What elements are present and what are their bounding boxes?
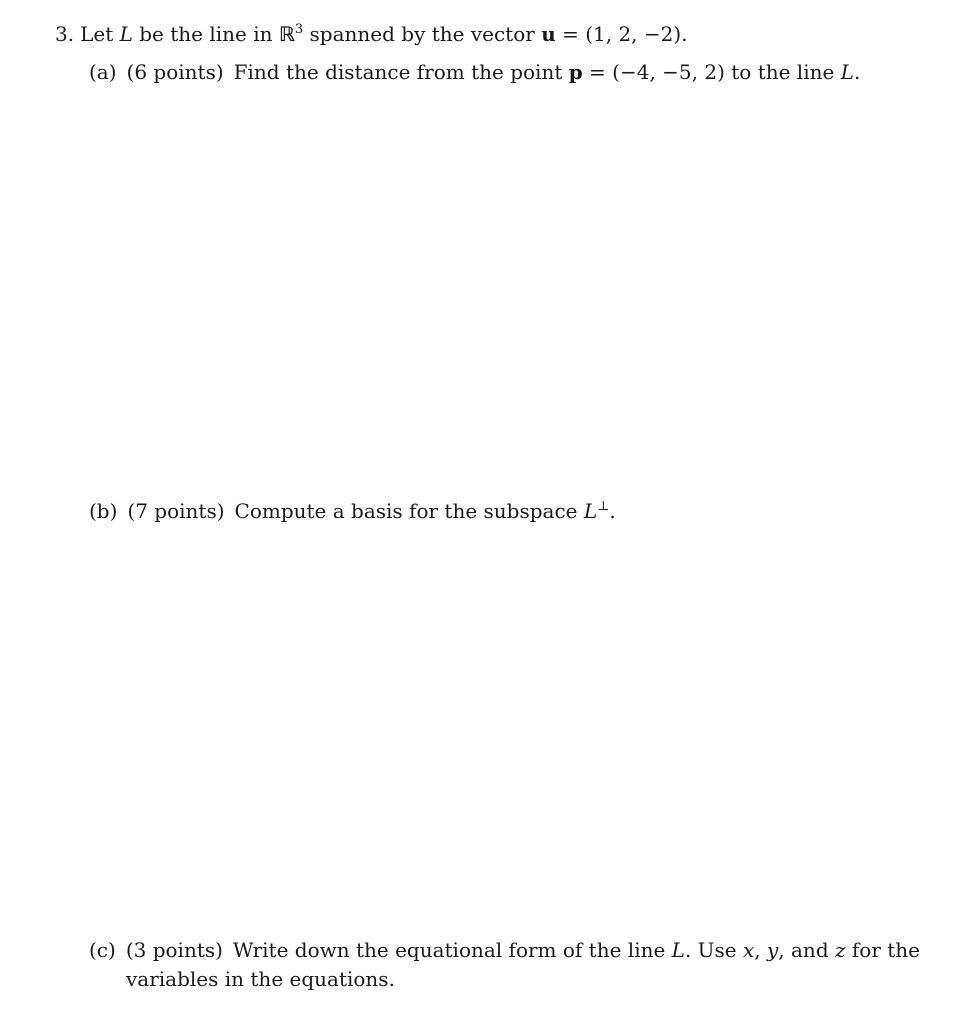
part-a-line-symbol-L: L [840, 60, 854, 84]
perp-symbol: ⊥ [597, 499, 610, 514]
part-a [89, 60, 860, 84]
real-numbers-symbol: ℝ [278, 22, 295, 46]
part-a-label: (a) [89, 60, 117, 84]
part-b-points: (7 points) [127, 499, 225, 523]
part-c-points: (3 points) [125, 938, 223, 962]
part-b-text-1: Compute a basis for the subspace [234, 499, 584, 523]
intro-text-1: Let [80, 22, 120, 46]
part-c-label: (c) [89, 938, 116, 962]
real-numbers-exponent: 3 [294, 22, 304, 37]
intro-text-3: spanned by the vector [303, 22, 542, 46]
part-c-line-symbol-L: L [671, 938, 685, 962]
variable-z: z [834, 938, 846, 962]
part-c-text-1: Write down the equational form of the line [232, 938, 672, 962]
part-c-text-4: , and [778, 938, 835, 962]
part-c-text-5: for the [845, 938, 921, 962]
vector-symbol-u: u [541, 22, 556, 46]
variable-y: y [766, 938, 779, 962]
problem-statement [55, 22, 688, 46]
part-c-line-2: variables in the equations. [126, 967, 395, 991]
intro-text-4: = (1, 2, −2). [555, 22, 688, 46]
part-c-text-3: , [754, 938, 767, 962]
part-c-continuation [126, 967, 395, 991]
part-c [89, 938, 920, 962]
part-b-line-symbol-L: L [583, 499, 598, 523]
line-symbol-L: L [119, 22, 133, 46]
part-b-text-2: . [609, 499, 616, 523]
part-a-text-1: Find the distance from the point [233, 60, 569, 84]
part-b [89, 499, 616, 523]
variable-x: x [742, 938, 755, 962]
point-symbol-p: p [568, 60, 583, 84]
part-a-text-3: . [853, 60, 861, 84]
part-c-text-2: . Use [684, 938, 743, 962]
part-b-label: (b) [89, 499, 118, 523]
problem-number: 3. [55, 22, 75, 46]
part-a-text-2: = (−4, −5, 2) to the line [582, 60, 841, 84]
intro-text-2: be the line in [132, 22, 279, 46]
part-a-points: (6 points) [126, 60, 224, 84]
